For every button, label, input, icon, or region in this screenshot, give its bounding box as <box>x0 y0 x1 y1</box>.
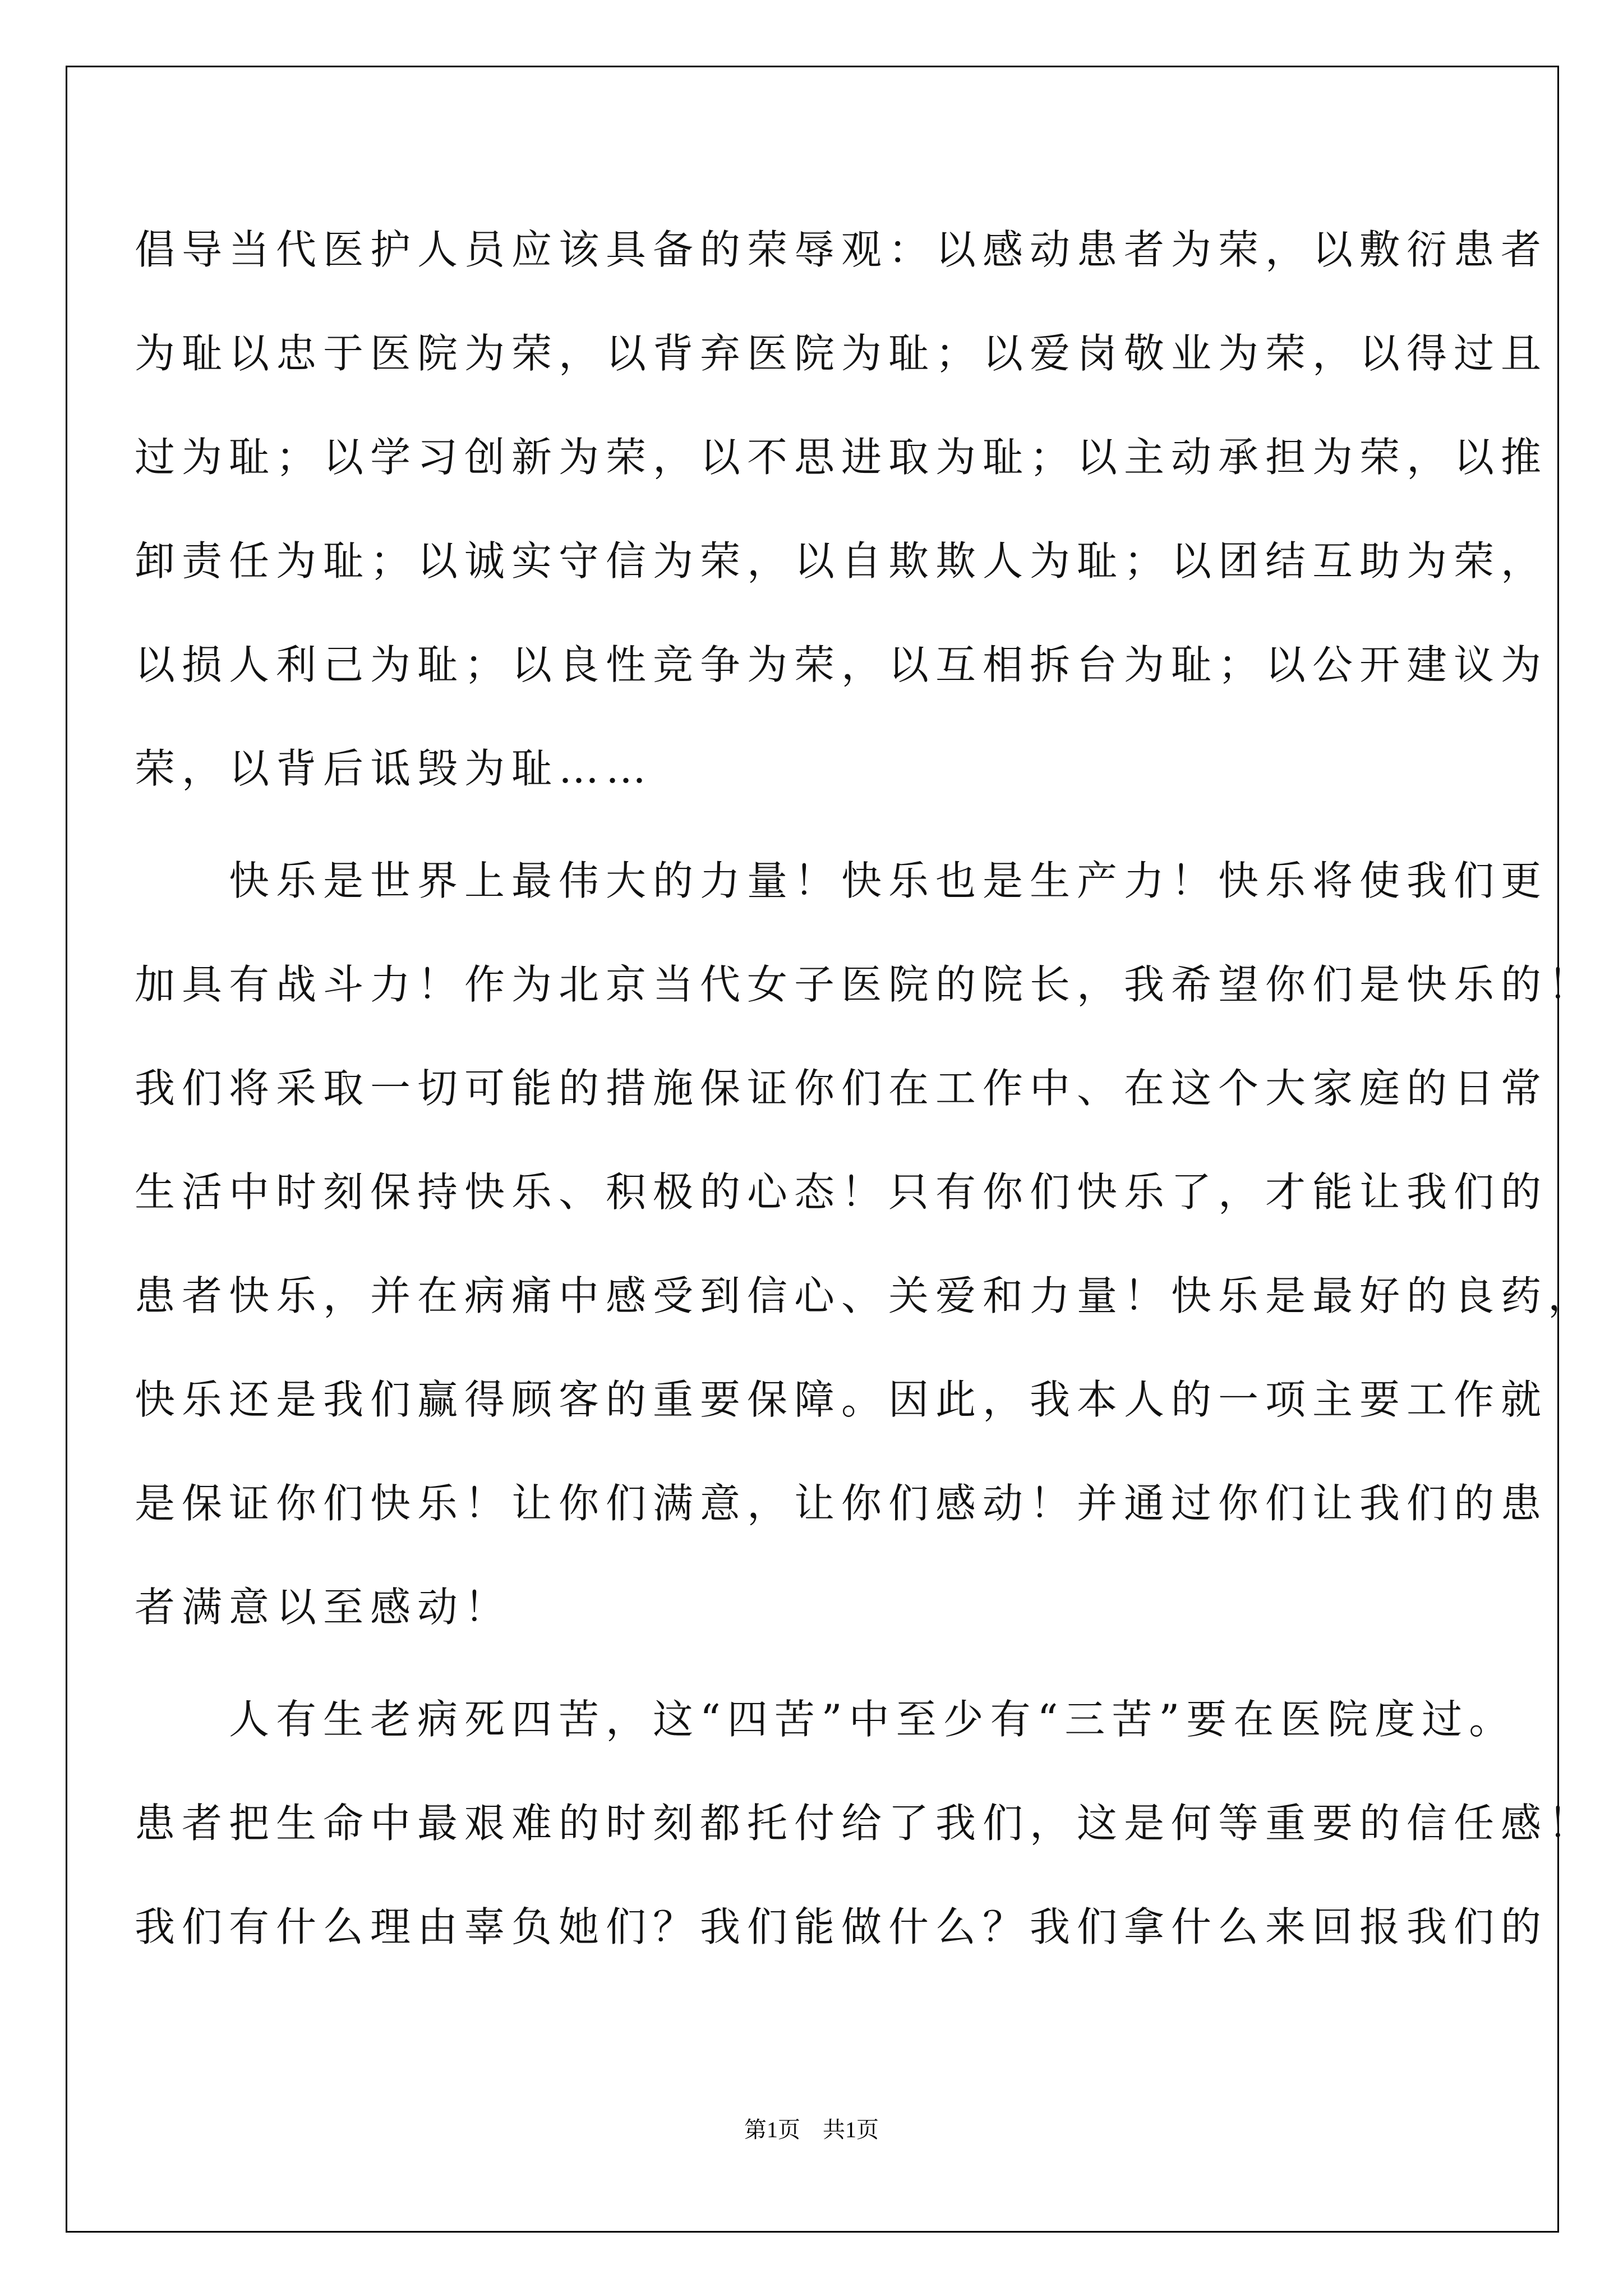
text-line: 我们将采取一切可能的措施保证你们在工作中、在这个大家庭的日常 <box>135 1065 1548 1112</box>
page-number-footer: 第1页 共1页 <box>744 2117 879 2142</box>
text-line: 生活中时刻保持快乐、积极的心态！只有你们快乐了，才能让我们的 <box>135 1168 1548 1216</box>
text-line: 快乐是世界上最伟大的力量！快乐也是生产力！快乐将使我们更 <box>135 857 1548 904</box>
text-line: 人有生老病死四苦，这“四苦”中至少有“三苦”要在医院度过。 <box>135 1696 1516 1743</box>
text-line: 我们有什么理由辜负她们？我们能做什么？我们拿什么来回报我们的 <box>135 1903 1548 1950</box>
text-line: 患者把生命中最艰难的时刻都托付给了我们，这是何等重要的信任感！ <box>135 1800 1596 1847</box>
text-line: 加具有战斗力！作为北京当代女子医院的院长，我希望你们是快乐的！ <box>135 961 1596 1008</box>
text-line: 以损人利己为耻；以良性竞争为荣，以互相拆台为耻；以公开建议为 <box>135 641 1548 688</box>
text-line: 为耻以忠于医院为荣，以背弃医院为耻；以爱岗敬业为荣，以得过且 <box>135 330 1548 377</box>
text-line: 者满意以至感动！ <box>135 1584 512 1631</box>
text-line: 卸责任为耻；以诚实守信为荣，以自欺欺人为耻；以团结互助为荣， <box>135 537 1548 585</box>
text-line: 患者快乐，并在病痛中感受到信心、关爱和力量！快乐是最好的良药， <box>135 1272 1596 1319</box>
text-line: 是保证你们快乐！让你们满意，让你们感动！并通过你们让我们的患 <box>135 1480 1548 1527</box>
text-line: 过为耻；以学习创新为荣，以不思进取为耻；以主动承担为荣，以推 <box>135 434 1548 481</box>
text-line: 倡导当代医护人员应该具备的荣辱观：以感动患者为荣，以敷衍患者 <box>135 226 1548 273</box>
text-line: 荣，以背后诋毁为耻…… <box>135 745 653 792</box>
text-line: 快乐还是我们赢得顾客的重要保障。因此，我本人的一项主要工作就 <box>135 1376 1548 1423</box>
